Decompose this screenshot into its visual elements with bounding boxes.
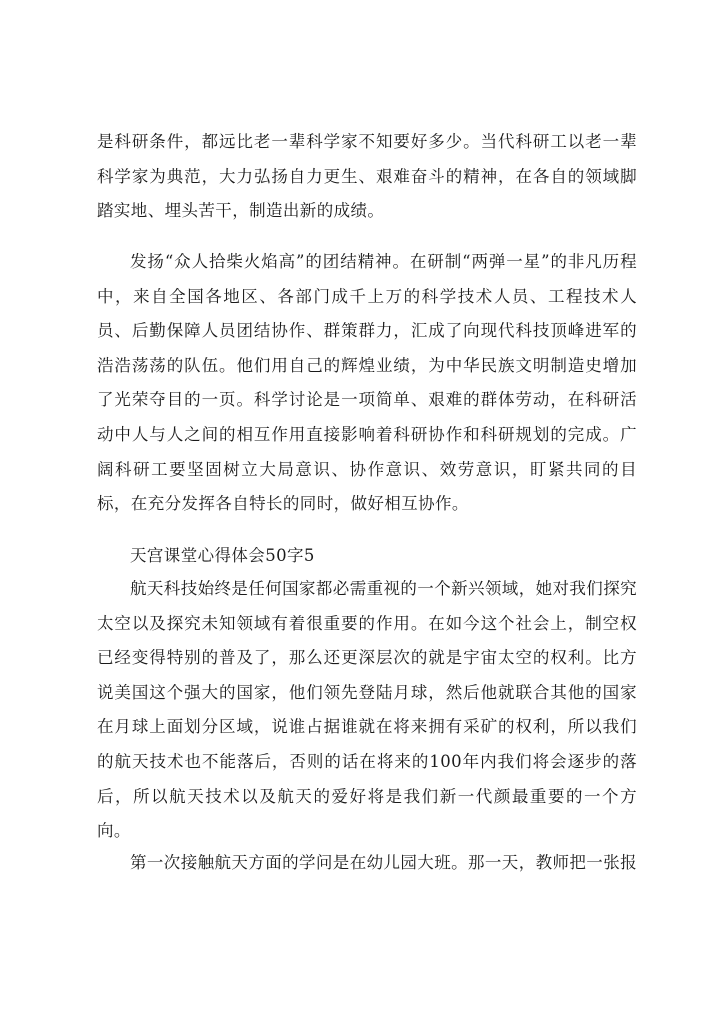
section-heading: 天宫课堂心得体会50字5 [130, 546, 315, 565]
paragraph-research-conditions: 是科研条件，都远比老一辈科学家不知要好多少。当代科研工以老一辈科学家为典范，大力弘扬自力更生、艰难奋斗的精神，在各自的领域脚踏实地、埋头苦干，制造出新的成绩。 [97, 132, 637, 221]
paragraph-team-spirit: 发扬“众人拾柴火焰高”的团结精神。在研制“两弹一星”的非凡历程中，来自全国各地区、各部门成千上万的科学技术人员、工程技术人员、后勤保障人员团结协作、群策群力，汇成了向现代科技顶峰进军的浩浩荡荡的队伍。他们用自己的辉煌业绩，为中华民族文明制造史增加了光荣夺目的一页。科学讨论是一项简单、艰难的群体劳动，在科研活动中人与人之间的相互作用直接影响着科研协作和科研规划的完成。广阔科研工要坚固树立大局意识、协作意识、效劳意识，盯紧共同的目标，在充分发挥各自特长的同时，做好相互协作。 [97, 252, 637, 514]
paragraph-aerospace-tech: 航天科技始终是任何国家都必需重视的一个新兴领域，她对我们探究太空以及探究未知领域有着很重要的作用。在如今这个社会上，制空权已经变得特别的普及了，那么还更深层次的就是宇宙太空的权利。比方说美国这个强大的国家，他们领先登陆月球，然后他就联合其他的国家在月球上面划分区域，说谁占据谁就在将来拥有采矿的权利，所以我们的航天技术也不能落后，否则的话在将来的100年内我们将会逐步的落后，所以航天技术以及航天的爱好将是我们新一代颜最重要的一个方向。 [97, 579, 637, 841]
paragraph-first-contact: 第一次接触航天方面的学问是在幼儿园大班。那一天，教师把一张报 [130, 853, 637, 872]
